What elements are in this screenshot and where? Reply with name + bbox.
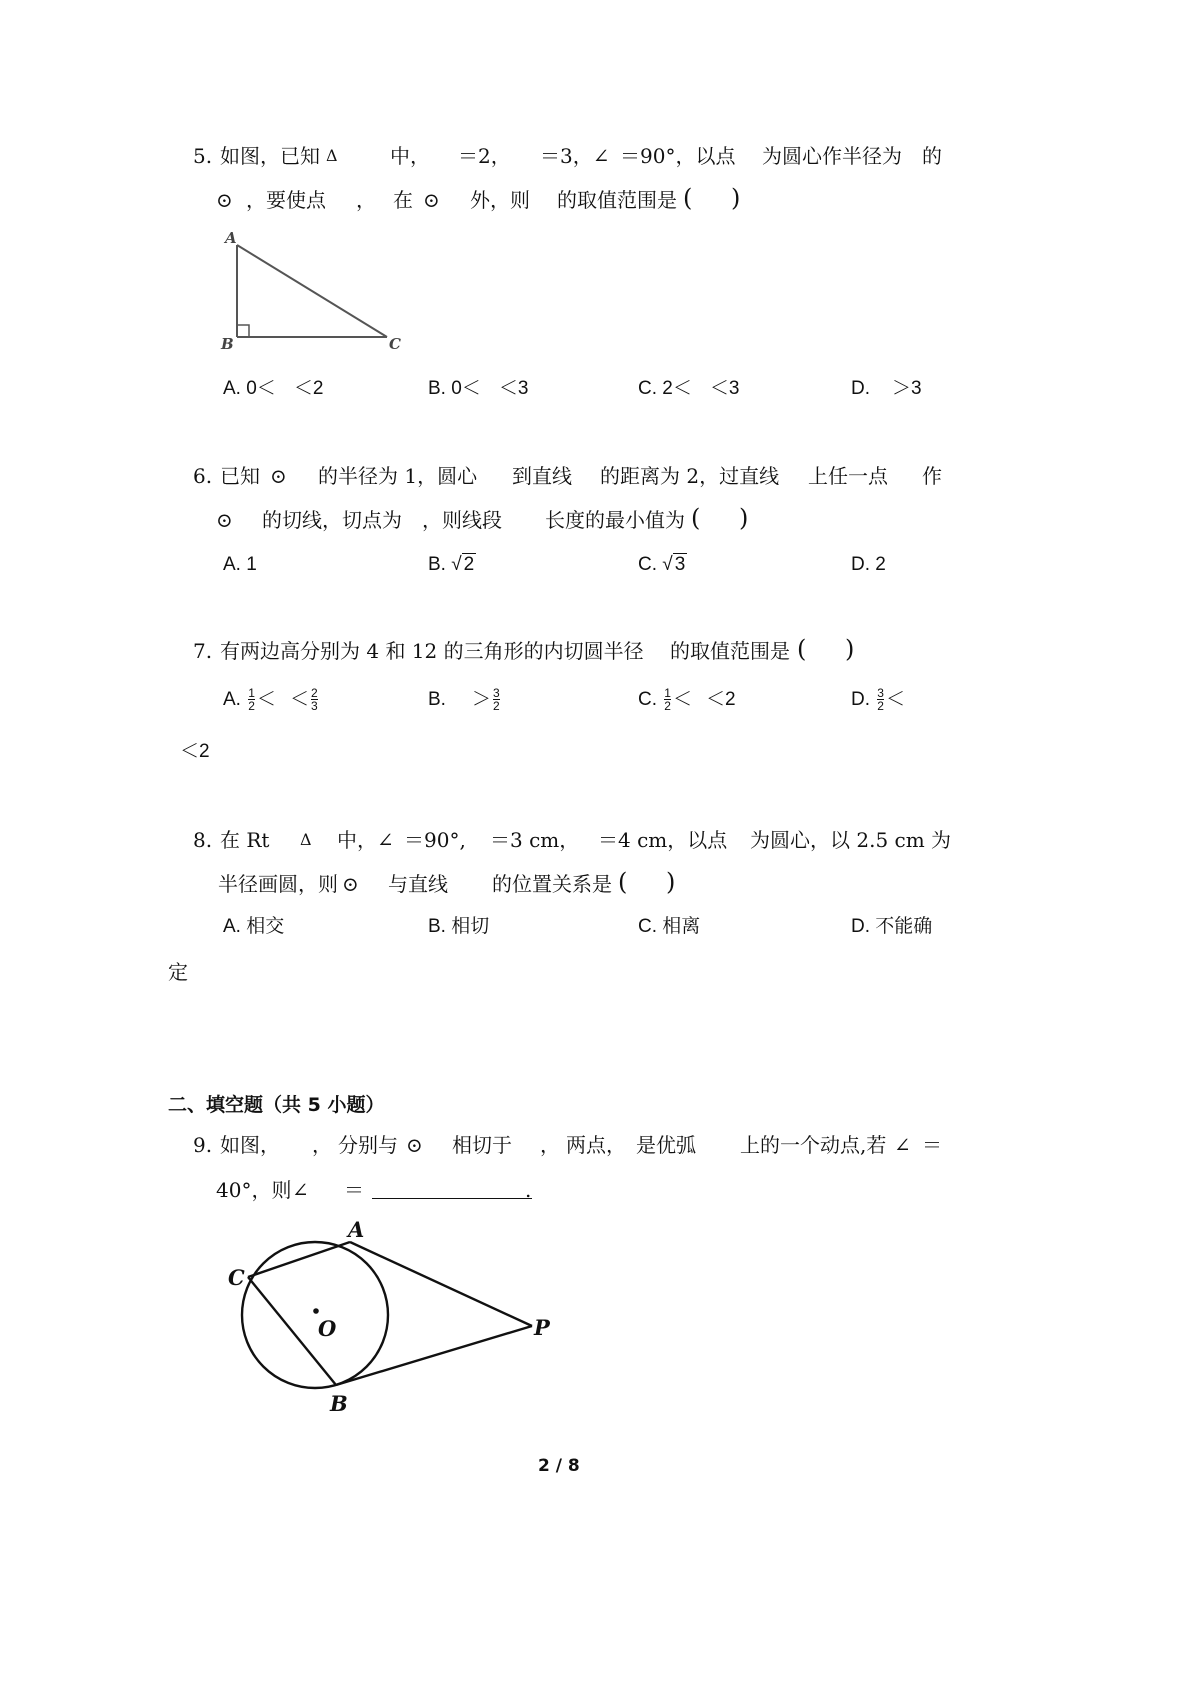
q9-text: 40°，则 <box>216 1178 292 1202</box>
answer-paren-open: ( <box>691 504 701 532</box>
answer-paren-close: ) <box>731 184 741 212</box>
option-d-wrap: 定 <box>168 960 188 984</box>
q6-text: 已知 <box>220 464 260 488</box>
answer-paren-close: ) <box>666 868 676 896</box>
q5-text: 中， <box>390 144 430 168</box>
q5-text: 的取值范围是 <box>557 188 677 212</box>
q5-number: 5. <box>193 144 213 168</box>
q8-text: Δ <box>300 830 312 849</box>
option-a[interactable]: A. 1 <box>223 554 257 575</box>
option-a[interactable]: A. 0＜ ＜2 <box>223 378 324 399</box>
fraction: $\frac{1}{2}$ <box>248 686 255 714</box>
q6-text: 长度的最小值为 <box>545 508 685 532</box>
page-number: 2 / 8 <box>538 1456 580 1476</box>
q8-number: 8. <box>193 828 213 852</box>
option-b[interactable]: B. 相切 <box>428 916 490 937</box>
q9-text: ， <box>312 1133 332 1157</box>
option-c[interactable]: C. $\frac{1}{2}$ ＜ ＜2 <box>638 686 736 714</box>
section-heading: 二、填空题（共 5 小题） <box>168 1094 385 1116</box>
q8-text: ＝4 cm，以点 <box>598 828 728 852</box>
option-c[interactable]: C. 2＜ ＜3 <box>638 378 740 399</box>
q8-text: ＝3 cm， <box>490 828 580 852</box>
q6-text: ，则线段 <box>422 508 502 532</box>
circle-symbol: ⊙ <box>406 1133 423 1157</box>
q6-text: 作 <box>922 464 942 488</box>
q9-text: 相切于 <box>452 1133 512 1157</box>
q8-text: 半径画圆，则 <box>218 872 338 896</box>
q9-number: 9. <box>193 1133 213 1157</box>
circle-tangent-figure <box>220 1215 580 1415</box>
circle-symbol: ⊙ <box>423 188 440 212</box>
q5-text: 如图，已知 <box>220 144 320 168</box>
q7-text: 有两边高分别为 4 和 12 的三角形的内切圆半径 <box>220 639 644 663</box>
q6-number: 6. <box>193 464 213 488</box>
q5-text: 在 <box>393 188 413 212</box>
q8-text: 为圆心，以 2.5 cm 为 <box>750 828 952 852</box>
sqrt-symbol: √ <box>451 554 462 575</box>
q9-text: ＝ <box>922 1133 942 1157</box>
q9-text: ＝ <box>344 1178 364 1202</box>
q9-text: 上的一个动点,若 <box>740 1133 887 1157</box>
answer-paren-open: ( <box>683 184 693 212</box>
circle-symbol: ⊙ <box>342 872 359 896</box>
triangle-figure <box>215 225 415 355</box>
q6-text: 上任一点 <box>808 464 888 488</box>
q8-text: ＝90°, <box>404 828 466 852</box>
point-label-c: C <box>228 1265 245 1290</box>
option-c[interactable]: C. √ 3 <box>638 554 686 575</box>
answer-blank[interactable] <box>372 1178 532 1199</box>
fraction: $\frac{3}{2}$ <box>492 686 500 714</box>
q6-text: 的半径为 1，圆心 <box>318 464 478 488</box>
q9-text: 两点， <box>566 1133 626 1157</box>
option-a[interactable]: A. $\frac{1}{2}$ ＜ ＜ $\frac{2}{3}$ <box>223 686 318 714</box>
q6-text: 的切线，切点为 <box>262 508 402 532</box>
option-d-wrap: ＜2 <box>180 741 210 762</box>
q5-text: Δ <box>326 146 338 165</box>
q8-text: 中，∠ <box>337 828 394 852</box>
q5-text: ＝2， <box>458 144 511 168</box>
option-d[interactable]: D. ＞3 <box>851 378 922 399</box>
point-label-o: O <box>318 1316 337 1341</box>
q5-text: 的 <box>922 144 942 168</box>
answer-paren-open: ( <box>797 635 807 663</box>
vertex-label-c: C <box>389 335 401 353</box>
q5-text: ＝3，∠ <box>540 144 610 168</box>
fraction: $\frac{2}{3}$ <box>310 686 318 714</box>
point-label-a: A <box>348 1217 365 1242</box>
vertex-label-a: A <box>225 229 237 247</box>
fraction: $\frac{1}{2}$ <box>664 686 671 714</box>
q5-text: ，要使点 <box>246 188 326 212</box>
q5-text: ， <box>356 188 376 212</box>
q8-text: 在 Rt <box>220 828 270 852</box>
q5-text: 外，则 <box>470 188 530 212</box>
option-b[interactable]: B. ＞ $\frac{3}{2}$ <box>428 686 500 714</box>
answer-paren-open: ( <box>618 868 628 896</box>
q7-number: 7. <box>193 639 213 663</box>
circle-symbol: ⊙ <box>216 188 233 212</box>
q6-text: 的距离为 2，过直线 <box>600 464 780 488</box>
option-a[interactable]: A. 相交 <box>223 916 285 937</box>
q9-text: ， <box>540 1133 560 1157</box>
q9-text: 如图， <box>220 1133 280 1157</box>
option-b[interactable]: B. 0＜ ＜3 <box>428 378 529 399</box>
q9-text: ∠ <box>292 1178 309 1202</box>
option-d[interactable]: D. 2 <box>851 554 886 575</box>
q9-text: 分别与 <box>338 1133 398 1157</box>
q6-text: 到直线 <box>512 464 572 488</box>
circle-symbol: ⊙ <box>216 508 233 532</box>
option-d[interactable]: D. 不能确 <box>851 916 933 937</box>
sqrt-symbol: √ <box>662 554 673 575</box>
q9-text: 是优弧 <box>636 1133 696 1157</box>
q5-text: ＝90°，以点 <box>620 144 736 168</box>
q7-text: 的取值范围是 <box>670 639 790 663</box>
circle-symbol: ⊙ <box>270 464 287 488</box>
answer-paren-close: ) <box>739 504 749 532</box>
fraction: $\frac{3}{2}$ <box>877 686 884 714</box>
q5-text: 为圆心作半径为 <box>762 144 902 168</box>
point-label-p: P <box>534 1315 550 1340</box>
option-c[interactable]: C. 相离 <box>638 916 701 937</box>
answer-paren-close: ) <box>845 635 855 663</box>
vertex-label-b: B <box>221 335 234 353</box>
q8-text: 的位置关系是 <box>492 872 612 896</box>
q8-text: 与直线 <box>388 872 448 896</box>
point-label-b: B <box>330 1391 348 1415</box>
option-b[interactable]: B. √ 2 <box>428 554 475 575</box>
option-d[interactable]: D. $\frac{3}{2}$ ＜ <box>851 686 905 714</box>
q9-text: ∠ <box>894 1133 911 1157</box>
q9-text: . <box>525 1178 532 1202</box>
